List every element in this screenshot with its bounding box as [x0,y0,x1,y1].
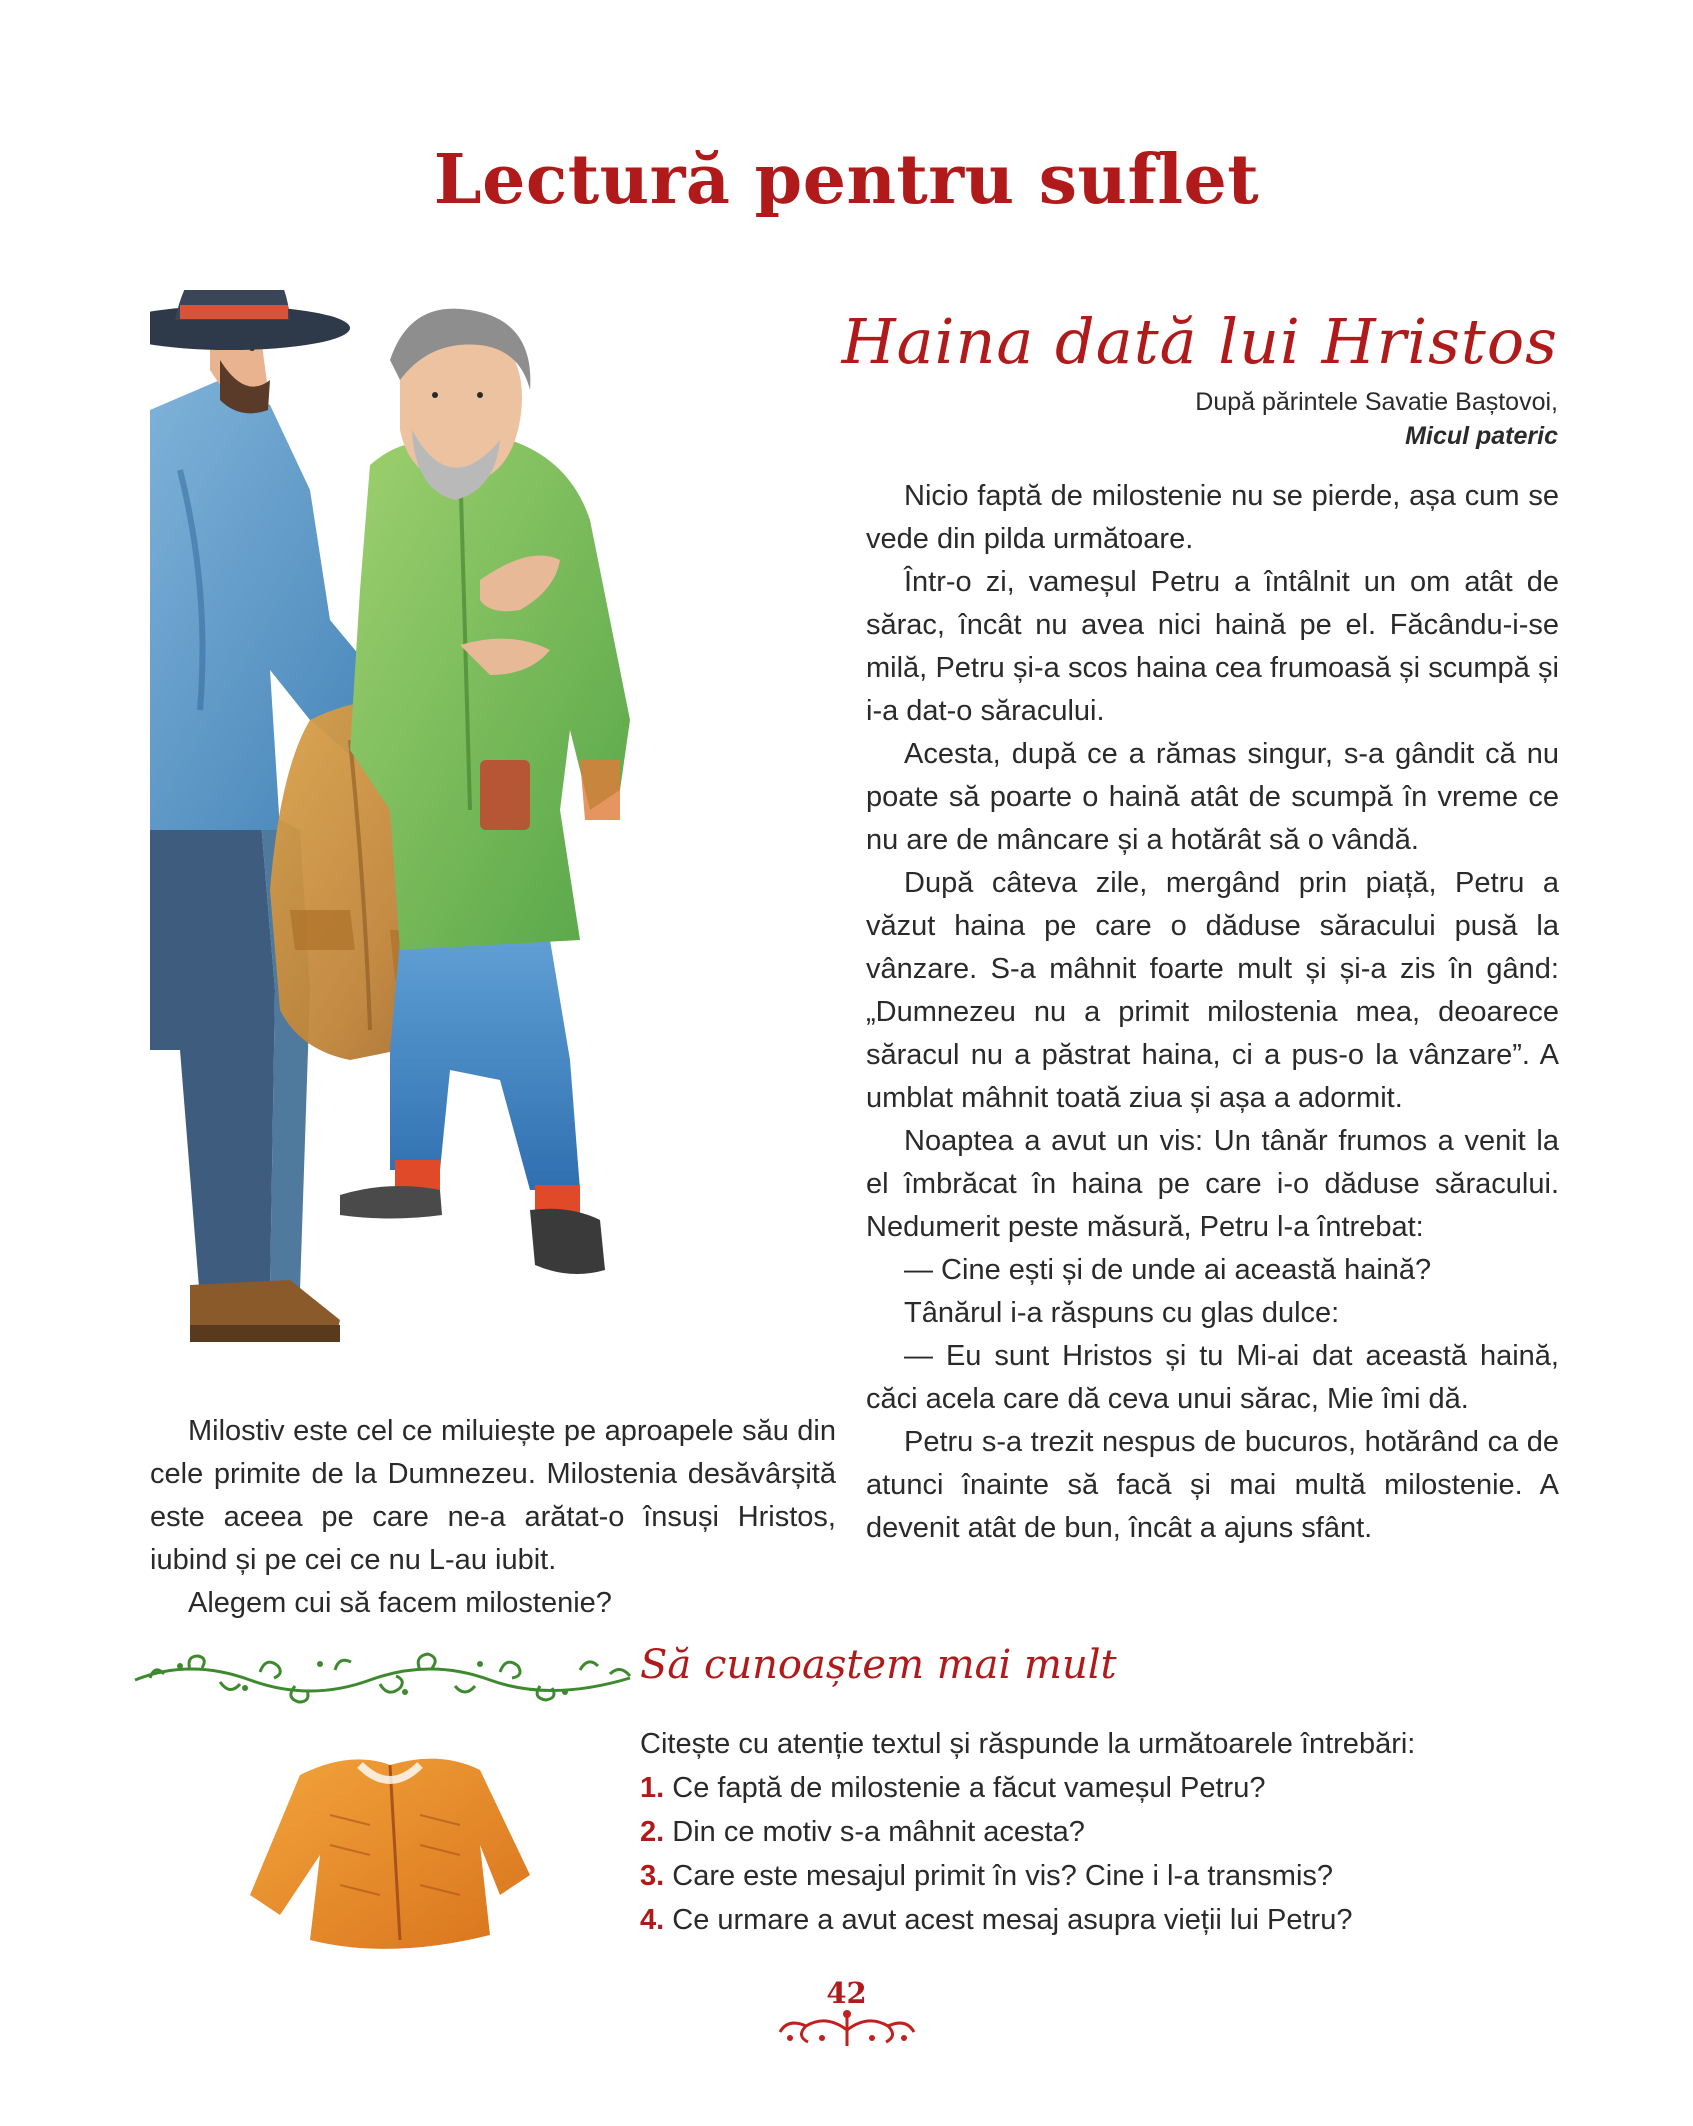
questions-intro: Citește cu atenție textul și răspunde la următoarele întrebări: [640,1728,1416,1760]
section-heading-row [130,1640,1580,1710]
source-author: După părintele Savatie Baștovoi, [1195,388,1558,416]
source-work: Micul pateric [1405,422,1558,450]
question-text: Ce faptă de milostenie a făcut vameșul Petru? [672,1772,1266,1804]
story-dialog-line: — Cine ești și de unde ai această haină? [904,1254,1432,1286]
story-paragraph: Într-o zi, vameșul Petru a întâlnit un om atât de sărac, încât nu avea nici haină pe el. Făcându-i-se milă, Petru și-a scos haina cea frumoasă și scumpă și i-a dat-o săracului. [866,566,1559,727]
story-title: Haina dată lui Hristos [841,305,1558,378]
questions-list [640,1766,1580,1942]
story-paragraph: Noaptea a avut un vis: Un tânăr frumos a venit la el îmbrăcat în haina pe care i-o dăduse săracului. Nedumerit peste măsură, Petru l-a întrebat: [866,1125,1559,1243]
side-note-question: Alegem cui să facem milostenie? [188,1587,612,1619]
question-item [640,1766,1580,1810]
question-number: 2. [640,1816,665,1848]
story-paragraph: Acesta, după ce a rămas singur, s-a gândit că nu poate să poarte o haină atât de scumpă în vreme ce nu are de mâncare și a hotărât să o vândă. [866,738,1559,856]
question-item [640,1854,1580,1898]
footer-ornament-icon [776,2008,918,2052]
story-dialog-line: — Eu sunt Hristos și tu Mi-ai dat această haină, căci acela care dă ceva unui sărac, Mie îmi dă. [866,1340,1559,1415]
page-number: 42 [826,1976,867,2010]
jacket-illustration [240,1735,550,1965]
vine-ornament-icon [130,1648,645,1708]
question-number: 3. [640,1860,665,1892]
question-text: Din ce motiv s-a mâhnit acesta? [672,1816,1085,1848]
question-number: 1. [640,1772,665,1804]
side-note-paragraph: Milostiv este cel ce miluiește pe aproapele său din cele primite de la Dumnezeu. Milostenia desăvârșită este aceea pe care ne-a arătat-o însuși Hristos, iubind și pe cei ce nu L-au iubit. [150,1415,836,1576]
section-heading: Să cunoaștem mai mult [640,1642,1117,1688]
question-number: 4. [640,1904,665,1936]
question-text: Ce urmare a avut acest mesaj asupra vieții lui Petru? [672,1904,1353,1936]
story-paragraph: Petru s-a trezit nespus de bucuros, hotărând ca de atunci înainte să facă și mai multă milostenie. A devenit atât de bun, încât a ajuns sfânt. [866,1426,1559,1544]
question-text: Care este mesajul primit în vis? Cine i l-a transmis? [672,1860,1334,1892]
questions-block [640,1722,1580,1942]
page-title: Lectură pentru suflet [433,140,1260,220]
story-source [830,385,1558,453]
story-paragraph: Nicio faptă de milostenie nu se pierde, așa cum se vede din pilda următoare. [866,480,1559,555]
story-illustration [150,290,750,1370]
question-item [640,1810,1580,1854]
story-paragraph: Tânărul i-a răspuns cu glas dulce: [904,1297,1340,1329]
question-item [640,1898,1580,1942]
side-note [150,1410,836,1625]
story-body [866,475,1559,1550]
story-paragraph: După câteva zile, mergând prin piață, Petru a văzut haina pe care o dăduse săracului pusă la vânzare. S-a mâhnit foarte mult și și-a zis în gând: „Dumnezeu nu a primit milostenia mea, deoarece săracul nu a păstrat haina, ci a pus-o la vânzare”. A umblat mâhnit toată ziua și așa a adormit. [866,867,1559,1114]
